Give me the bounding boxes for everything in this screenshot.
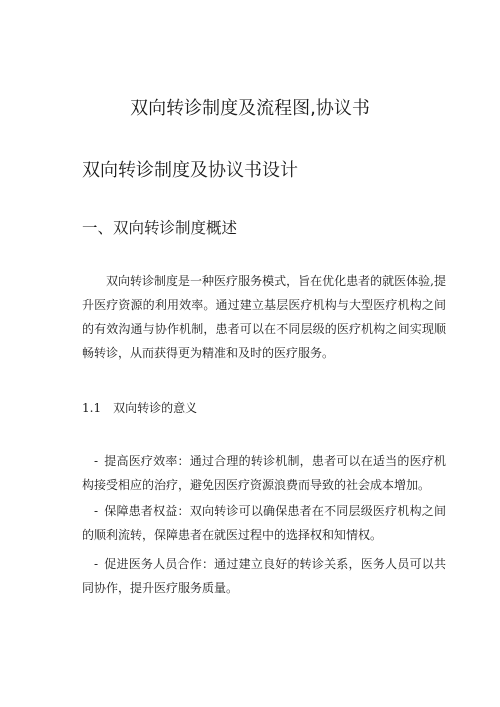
section-heading: 一、双向转诊制度概述 [82, 219, 238, 237]
bullet-item [82, 552, 446, 600]
bullet-dash: - [94, 504, 99, 518]
bullet-item [82, 499, 446, 547]
bullet-text: 提高医疗效率：通过合理的转诊机制，患者可以在适当的医疗机构接受相应的治疗，避免因医疗资源浪费而导致的社会成本增加。 [82, 454, 446, 492]
subsection-number: 1.1 [82, 401, 102, 415]
intro-paragraph: 双向转诊制度是一种医疗服务模式，旨在优化患者的就医体验,提升医疗资源的利用效率。通过建立基层医疗机构与大型医疗机构之间的有效沟通与协作机制，患者可以在不同层级的医疗机构之间实现顺畅转诊，从而获得更为精准和及时的医疗服务。 [82, 274, 446, 360]
bullet-item [82, 449, 446, 497]
bullet-text: 促进医务人员合作：通过建立良好的转诊关系，医务人员可以共同协作，提升医疗服务质量。 [82, 557, 446, 595]
bullet-text: 保障患者权益：双向转诊可以确保患者在不同层级医疗机构之间的顺利流转，保障患者在就医过程中的选择权和知情权。 [82, 504, 446, 542]
document-title: 双向转诊制度及流程图,协议书 [130, 98, 370, 119]
heading-level-1: 双向转诊制度及协议书设计 [82, 160, 298, 181]
bullet-dash: - [94, 557, 99, 571]
subsection-title: 双向转诊的意义 [113, 401, 198, 415]
bullet-dash: - [94, 454, 99, 468]
subsection-heading [82, 398, 197, 418]
